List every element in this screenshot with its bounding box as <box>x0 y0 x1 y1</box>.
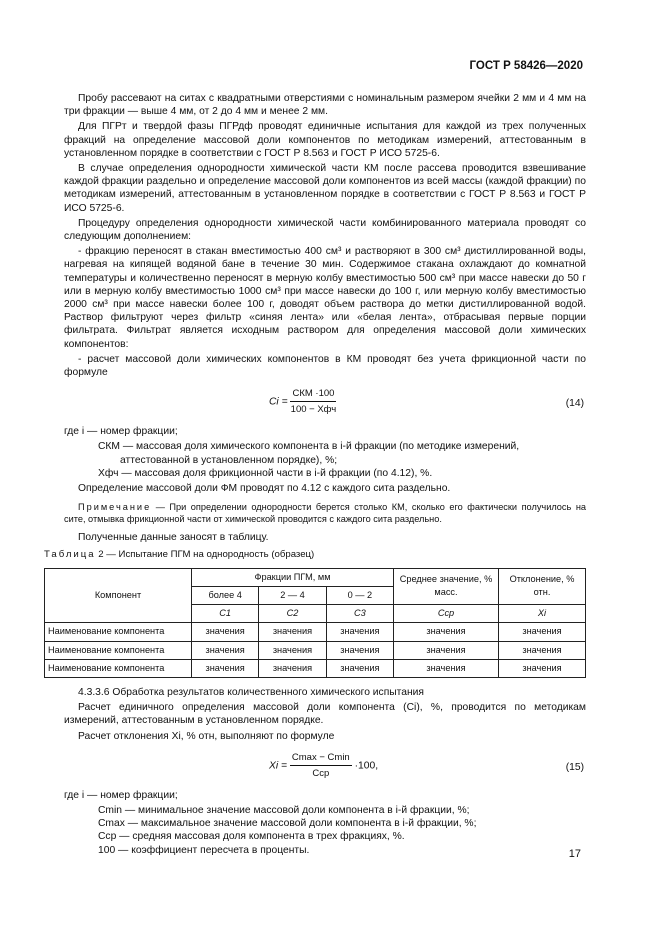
table-cell: значения <box>259 641 326 659</box>
table-cell: Наименование компонента <box>45 623 192 641</box>
table-cell: значения <box>394 623 499 641</box>
paragraph: Пробу рассевают на ситах с квадратными отверстиями с номинальным размером ячейки 2 мм и 4 мм на три фракции — выше 4 мм, от 2 до 4 мм и менее 2 мм. <box>64 93 586 118</box>
formula-15 <box>64 749 586 785</box>
table-cell: значения <box>192 641 259 659</box>
document-header: ГОСТ Р 58426—2020 <box>469 60 583 72</box>
table-cell: Наименование компонента <box>45 659 192 677</box>
paragraph: Расчет отклонения Xi, % отн, выполняют по формуле <box>78 730 335 742</box>
table-cell: значения <box>394 641 499 659</box>
table-cell: значения <box>326 623 393 641</box>
table-cell: значения <box>192 659 259 677</box>
paragraph: В случае определения однородности химической части КМ после рассева проводится взвешивание каждой фракции раздельно и определение массовой доли компонентов из всей массы (каждой фракции) по методикам измерений, аттестованным в установленном порядке в соответствии с ГОСТ Р 8.563 и ГОСТ Р ИСО 5725-6. <box>64 163 586 214</box>
formula-tail: ·100, <box>354 760 379 772</box>
definition: Cmax — максимальное значение массовой доли компонента в i-й фракции, %; <box>98 818 477 830</box>
table-row <box>45 641 586 659</box>
paragraph: Для ПГРт и твердой фазы ПГРдф проводят единичные испытания для каждой из трех полученных фракций на определение массовой доли компонентов по методикам измерений, аттестованным в установленном порядке в соответствии с ГОСТ Р 8.563 и ГОСТ Р ИСО 5725-6. <box>64 121 586 159</box>
table-caption-text: 2 — Испытание ПГМ на однородность (образец) <box>95 549 315 561</box>
table-row <box>45 623 586 641</box>
table-cell: значения <box>499 659 586 677</box>
note-text: — При определении однородности берется столько КМ, сколько его фактически получилось на сите, отмывка фрикционной части от химической проводится с каждого сита раздельно. <box>64 502 586 525</box>
th-average: Среднее значение, % масс. <box>394 568 499 604</box>
th-symbol: C1 <box>192 605 259 623</box>
table-cell: значения <box>499 641 586 659</box>
th-fractions: Фракции ПГМ, мм <box>192 568 394 586</box>
formula-numerator: CКМ ·100 <box>290 387 336 402</box>
formula-denominator: Cср <box>312 767 330 779</box>
table-cell: значения <box>326 659 393 677</box>
formula-fraction <box>290 751 352 780</box>
paragraph: - фракцию переносят в стакан вместимостью 400 см³ и растворяют в 300 см³ дистиллированной воды, нагревая на кипящей водяной бане в течение 30 мин. Содержимое стакана охлаждают до комнатной температуры и количественно переносят в мерную колбу вместимостью 500 см³ при массе навески до 50 г или в мерную колбу вместимостью 1000 см³ при массе навески до 100 г, или мерную колбу вместимостью 2000 см³ при массе навески более 100 г, доводят объем раствора до метки дистиллированной водой. Раствор фильтруют через фильтр «синяя лента» или «белая лента», отбрасывая первые порции фильтрата. Фильтрат является исходным раствором для определения массовой доли химических компонентов: <box>64 246 586 350</box>
formula-lhs: Ci = <box>269 396 288 408</box>
th-symbol: Cср <box>394 605 499 623</box>
th-symbol: Xi <box>499 605 586 623</box>
homogeneity-table <box>44 568 586 678</box>
paragraph: Определение массовой доли ФМ проводят по 4.12 с каждого сита раздельно. <box>78 483 451 495</box>
definition: 100 — коэффициент пересчета в проценты. <box>98 844 310 856</box>
table-cell: значения <box>394 659 499 677</box>
th-fraction: более 4 <box>192 586 259 604</box>
note-label: Примечание <box>78 502 152 513</box>
paragraph: где i — номер фракции; <box>64 789 178 801</box>
th-symbol: C3 <box>326 605 393 623</box>
formula-number: (15) <box>565 761 584 773</box>
table-caption-label: Таблица <box>44 549 96 561</box>
formula-lhs: Xi = <box>269 760 288 772</box>
table-cell: Наименование компонента <box>45 641 192 659</box>
definition: Xфч — массовая доля фрикционной части в i-й фракции (по 4.12), %. <box>98 467 433 479</box>
table-cell: значения <box>326 641 393 659</box>
definition: Cср — средняя массовая доля компонента в трех фракциях, %. <box>98 831 405 843</box>
table-caption <box>44 548 586 561</box>
page-number: 17 <box>568 848 581 860</box>
definition: CКМ — массовая доля химического компонента в i-й фракции (по методике измерений, аттестованной в установленном порядке), %; <box>98 441 520 466</box>
paragraph: Полученные данные заносят в таблицу. <box>78 532 269 544</box>
formula-fraction <box>290 387 336 416</box>
table-cell: значения <box>499 623 586 641</box>
paragraph: - расчет массовой доли химических компонентов в КМ проводят без учета фрикционной части по формуле <box>64 353 586 379</box>
table-cell: значения <box>259 623 326 641</box>
definition: Cmin — минимальное значение массовой доли компонента в i-й фракции, %; <box>98 804 470 816</box>
th-deviation: Отклонение, % отн. <box>499 568 586 604</box>
document-body <box>44 92 586 859</box>
paragraph: где i — номер фракции; <box>64 426 178 438</box>
definitions <box>64 804 586 857</box>
definitions <box>64 440 586 480</box>
th-fraction: 0 — 2 <box>326 586 393 604</box>
note <box>64 501 586 525</box>
table-cell: значения <box>259 659 326 677</box>
th-fraction: 2 — 4 <box>259 586 326 604</box>
formula-denominator: 100 − Xфч <box>290 404 337 416</box>
formula-numerator: Cmax − Cmin <box>290 751 352 766</box>
formula-number: (14) <box>565 398 584 410</box>
th-symbol: C2 <box>259 605 326 623</box>
formula-14 <box>64 385 586 421</box>
table-row <box>45 659 586 677</box>
paragraph: Расчет единичного определения массовой доли компонента (Ci), %, проводится по методикам измерений, аттестованным в установленном порядке. <box>64 702 586 727</box>
paragraph: Процедуру определения однородности химической части комбинированного материала проводят со следующим дополнением: <box>64 217 586 243</box>
section-heading: 4.3.3.6 Обработка результатов количественного химического испытания <box>78 686 425 698</box>
th-component: Компонент <box>45 568 192 623</box>
table-cell: значения <box>192 623 259 641</box>
